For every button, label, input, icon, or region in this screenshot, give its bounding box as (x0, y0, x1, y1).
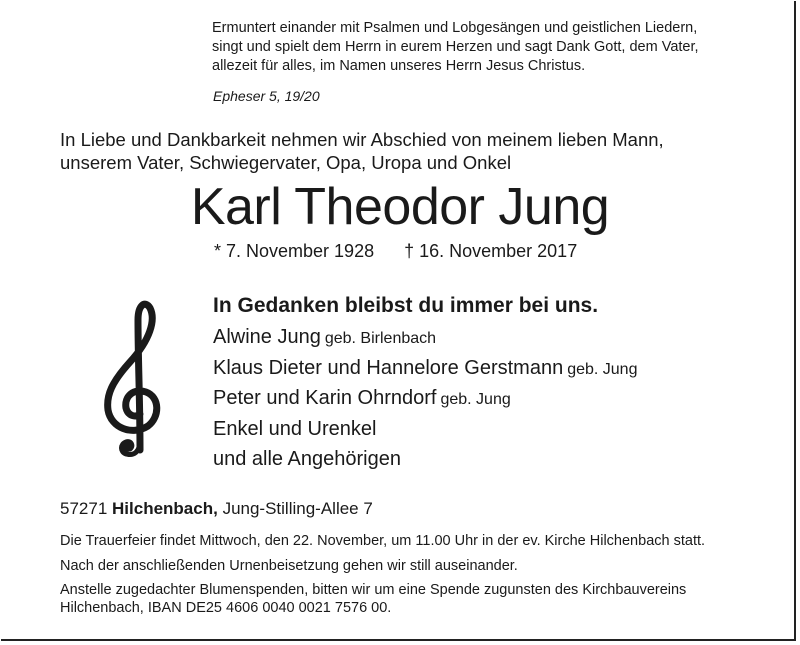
address (60, 499, 373, 519)
intro-line: In Liebe und Dankbarkeit nehmen wir Abschied von meinem lieben Mann, (60, 129, 664, 150)
family-list (213, 322, 637, 475)
verse-line: allezeit für alles, im Namen unseres Herrn Jesus Christus. (212, 58, 586, 74)
family-member-name: Alwine Jung (213, 326, 321, 348)
family-member (213, 383, 637, 414)
motto: In Gedanken bleibst du immer bei uns. (213, 294, 599, 317)
family-member-name: und alle Angehörigen (213, 448, 401, 470)
maiden-name: geb. Birlenbach (324, 330, 437, 347)
verse-source: Epheser 5, 19/20 (213, 88, 320, 104)
address-street: Jung-Stilling-Allee 7 (222, 499, 373, 518)
maiden-name: geb. Jung (567, 360, 638, 378)
urn-notice: Nach der anschließenden Urnenbeisetzung gehen wir still auseinander. (60, 558, 518, 574)
birth-date: * 7. November 1928 (214, 241, 375, 261)
bible-verse (212, 19, 699, 76)
deceased-name: Karl Theodor Jung (190, 178, 610, 236)
life-dates (214, 241, 577, 262)
verse-line: Ermuntert einander mit Psalmen und Lobgesängen und geistlichen Liedern, (212, 20, 698, 36)
donation-line: Hilchenbach, IBAN DE25 4606 0040 0021 7576 00. (60, 600, 392, 616)
address-city: Hilchenbach, (112, 499, 218, 518)
donation-notice (60, 581, 686, 617)
family-member (213, 353, 637, 384)
funeral-notice: Die Trauerfeier findet Mittwoch, den 22. November, um 11.00 Uhr in der ev. Kirche Hilchenbach statt. (60, 533, 706, 549)
family-member-name: Klaus Dieter und Hannelore Gerstmann (213, 356, 564, 379)
verse-line: singt und spielt dem Herrn in eurem Herzen und sagt Dank Gott, dem Vater, (212, 39, 699, 55)
treble-clef-icon (100, 300, 170, 460)
address-zip: 57271 (60, 499, 108, 518)
death-date: † 16. November 2017 (404, 241, 578, 261)
family-member-name: Enkel und Urenkel (213, 417, 377, 440)
intro-text (60, 128, 664, 174)
family-member-name: Peter und Karin Ohrndorf (213, 387, 437, 409)
intro-line: unserem Vater, Schwiegervater, Opa, Uropa und Onkel (60, 152, 512, 173)
donation-line: Anstelle zugedachter Blumenspenden, bitten wir um eine Spende zugunsten des Kirchbauvereins (60, 582, 687, 598)
family-member (213, 444, 637, 475)
family-member (213, 322, 637, 353)
family-member (213, 414, 637, 445)
maiden-name: geb. Jung (440, 391, 511, 408)
